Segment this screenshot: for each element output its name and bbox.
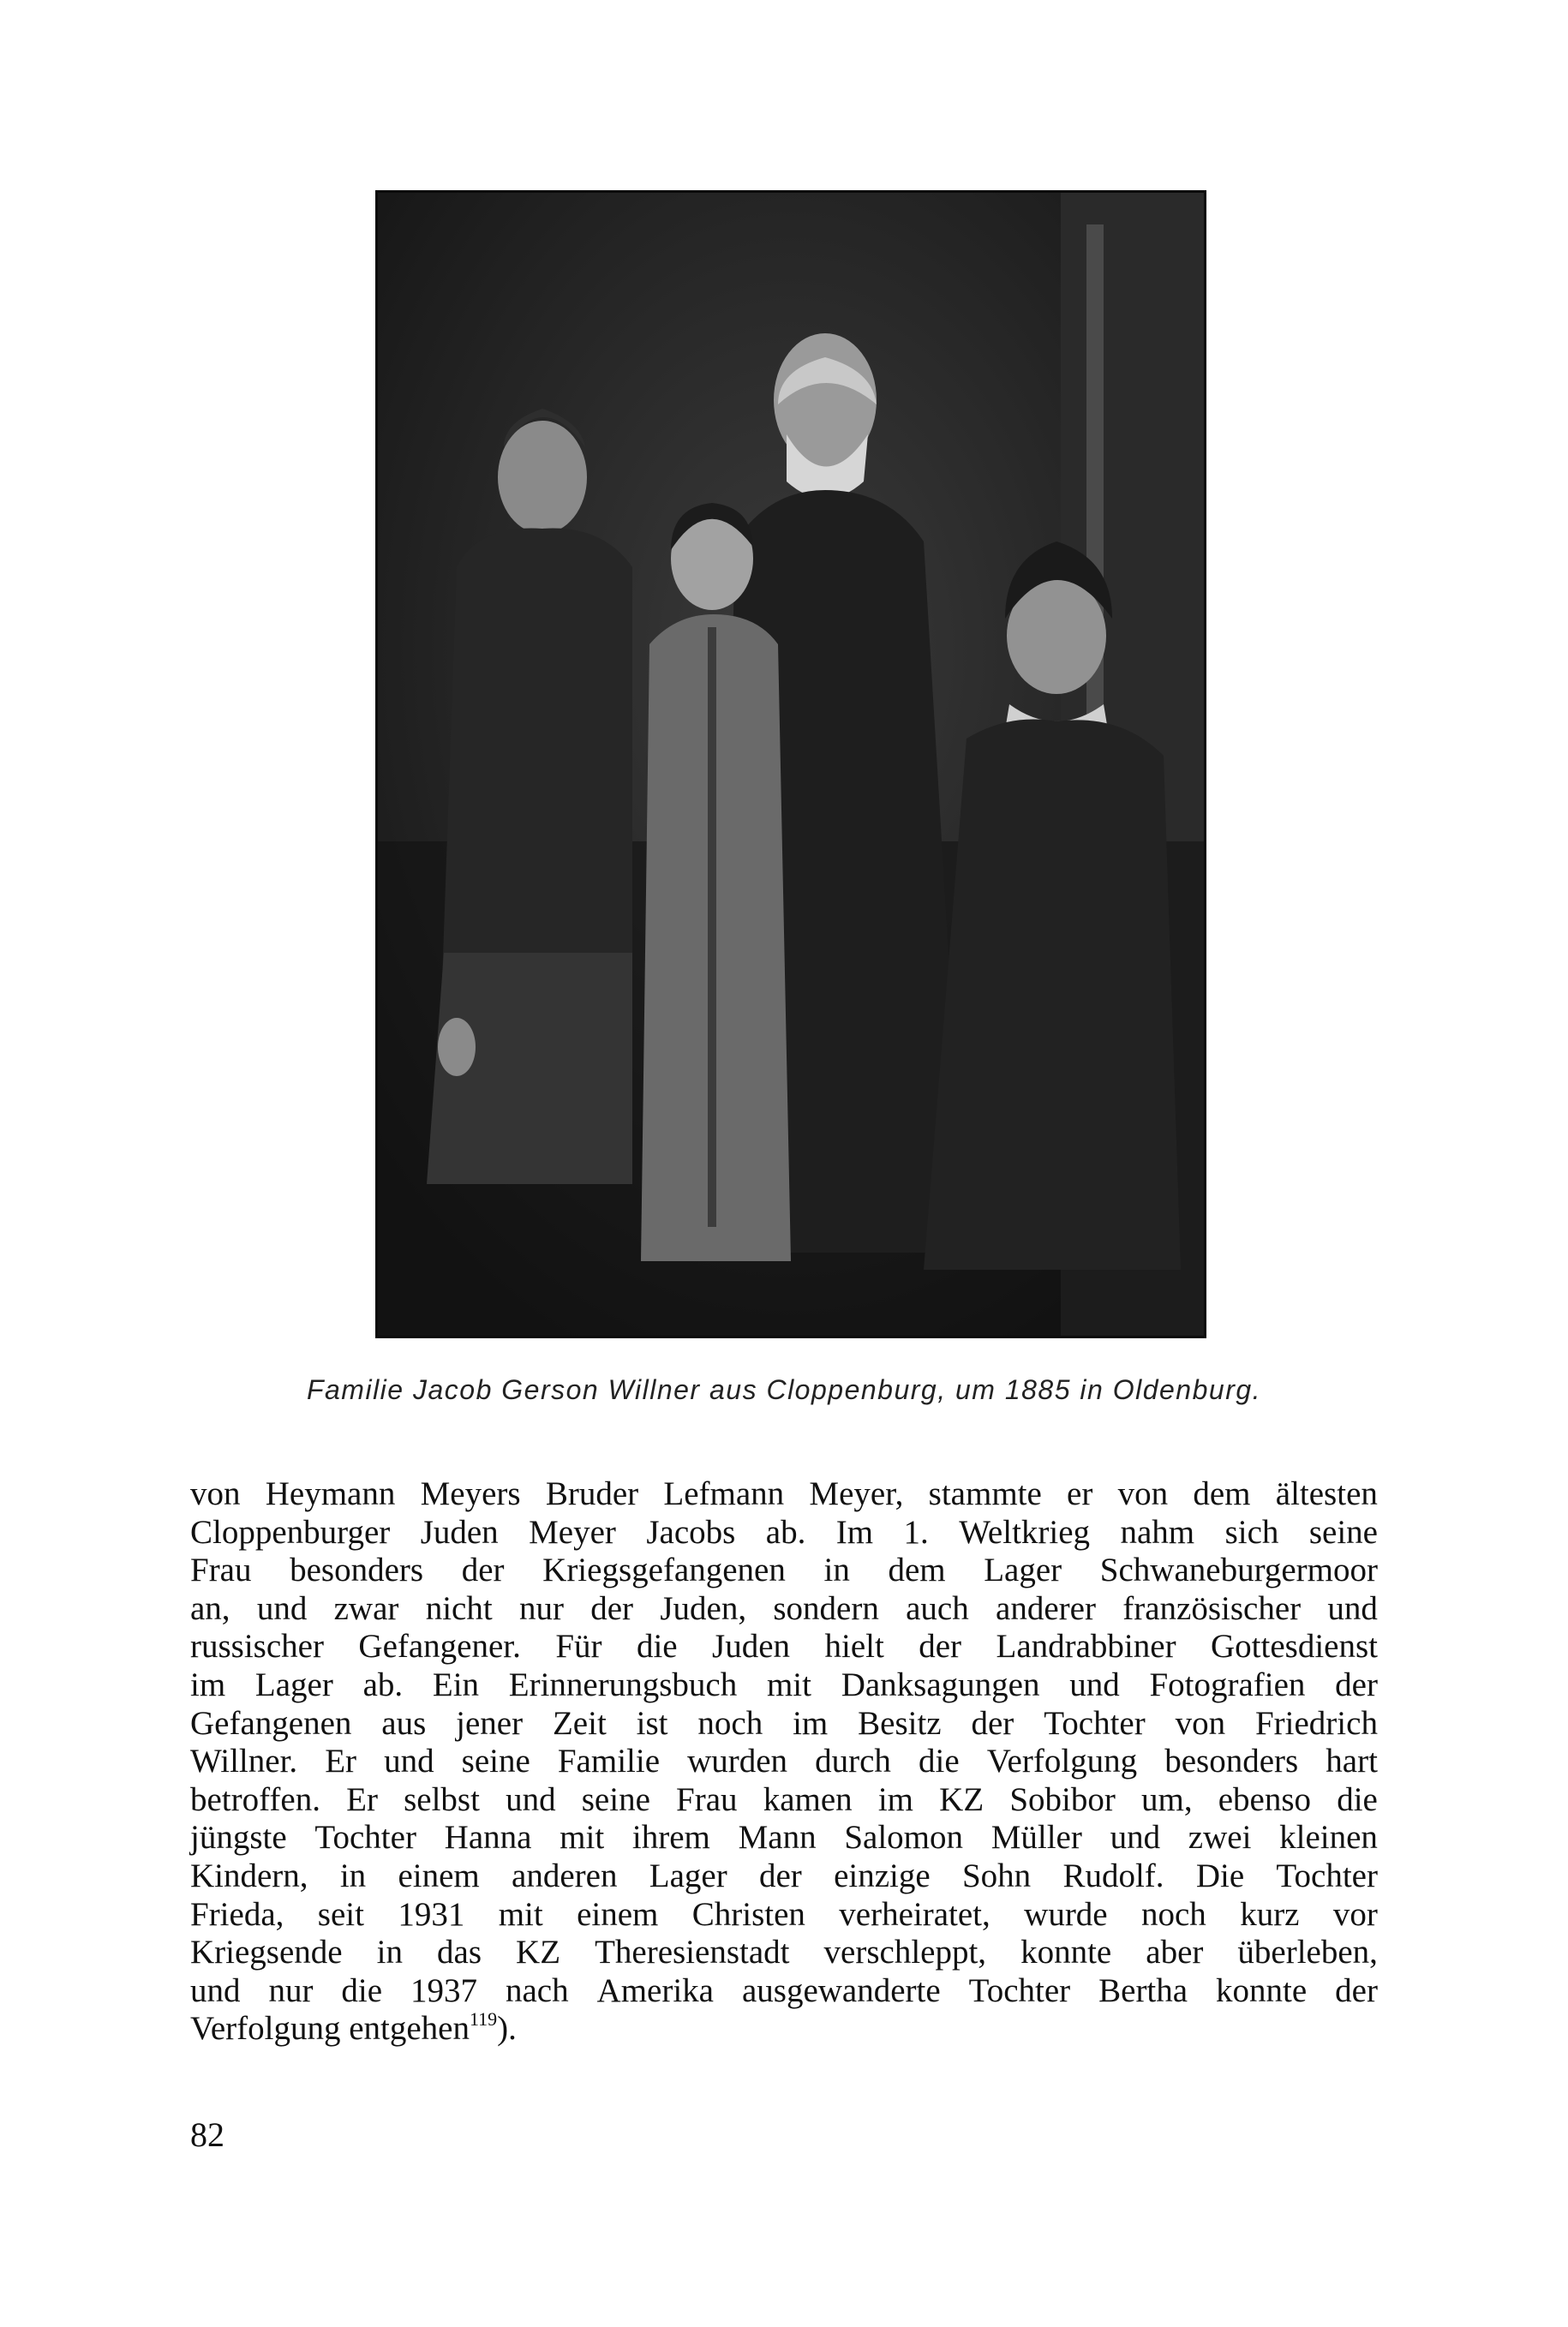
text-line-3: Frau besonders der Kriegsgefangenen in dem Lager Schwaneburgermoor xyxy=(190,1552,1378,1589)
footnote-marker: 119 xyxy=(469,2008,498,2031)
text-line-11: Kindern, in einem anderen Lager der einzige Sohn Rudolf. Die Tochter xyxy=(190,1857,1378,1894)
text-line-1: von Heymann Meyers Bruder Lefmann Meyer, stammte er von dem ältesten xyxy=(190,1475,1378,1512)
text-line-12: Frieda, seit 1931 mit einem Christen verheiratet, wurde noch kurz vor xyxy=(190,1895,1378,1933)
last-line-text: Verfolgung entgehen$^{119}$). xyxy=(190,2008,517,2048)
text-line-7: Gefangenen aus jener Zeit ist noch im Besitz der Tochter von Friedrich xyxy=(190,1704,1378,1742)
text-line-13: Kriegsende in das KZ Theresienstadt verschleppt, konnte aber überleben, xyxy=(190,1934,1378,1971)
text-line-4: an, und zwar nicht nur der Juden, sondern auch anderer französischer und xyxy=(190,1589,1378,1627)
text-line-5: russischer Gefangener. Für die Juden hielt der Landrabbiner Gottesdienst xyxy=(190,1628,1378,1666)
text-line-10: jüngste Tochter Hanna mit ihrem Mann Salomon Müller und zwei kleinen xyxy=(190,1819,1378,1857)
photo-caption: Familie Jacob Gerson Willner aus Cloppenburg, um 1885 in Oldenburg. xyxy=(306,1374,1262,1405)
text-line-6: im Lager ab. Ein Erinnerungsbuch mit Danksagungen und Fotografien der xyxy=(190,1666,1378,1703)
text-line-8: Willner. Er und seine Familie wurden durch die Verfolgung besonders hart xyxy=(190,1743,1378,1780)
body-paragraph xyxy=(190,1475,1378,2053)
text-line-9: betroffen. Er selbst und seine Frau kamen im KZ Sobibor um, ebenso die xyxy=(190,1780,1378,1818)
text-line-15 xyxy=(190,2010,1378,2053)
photo-illustration xyxy=(375,190,1206,1338)
text-line-2: Cloppenburger Juden Meyer Jacobs ab. Im 1. Weltkrieg nahm sich seine xyxy=(190,1513,1378,1551)
text-line-14: und nur die 1937 nach Amerika ausgewanderte Tochter Bertha konnte der xyxy=(190,1971,1378,2009)
page-number: 82 xyxy=(190,2115,224,2154)
family-portrait-photo xyxy=(375,190,1206,1338)
